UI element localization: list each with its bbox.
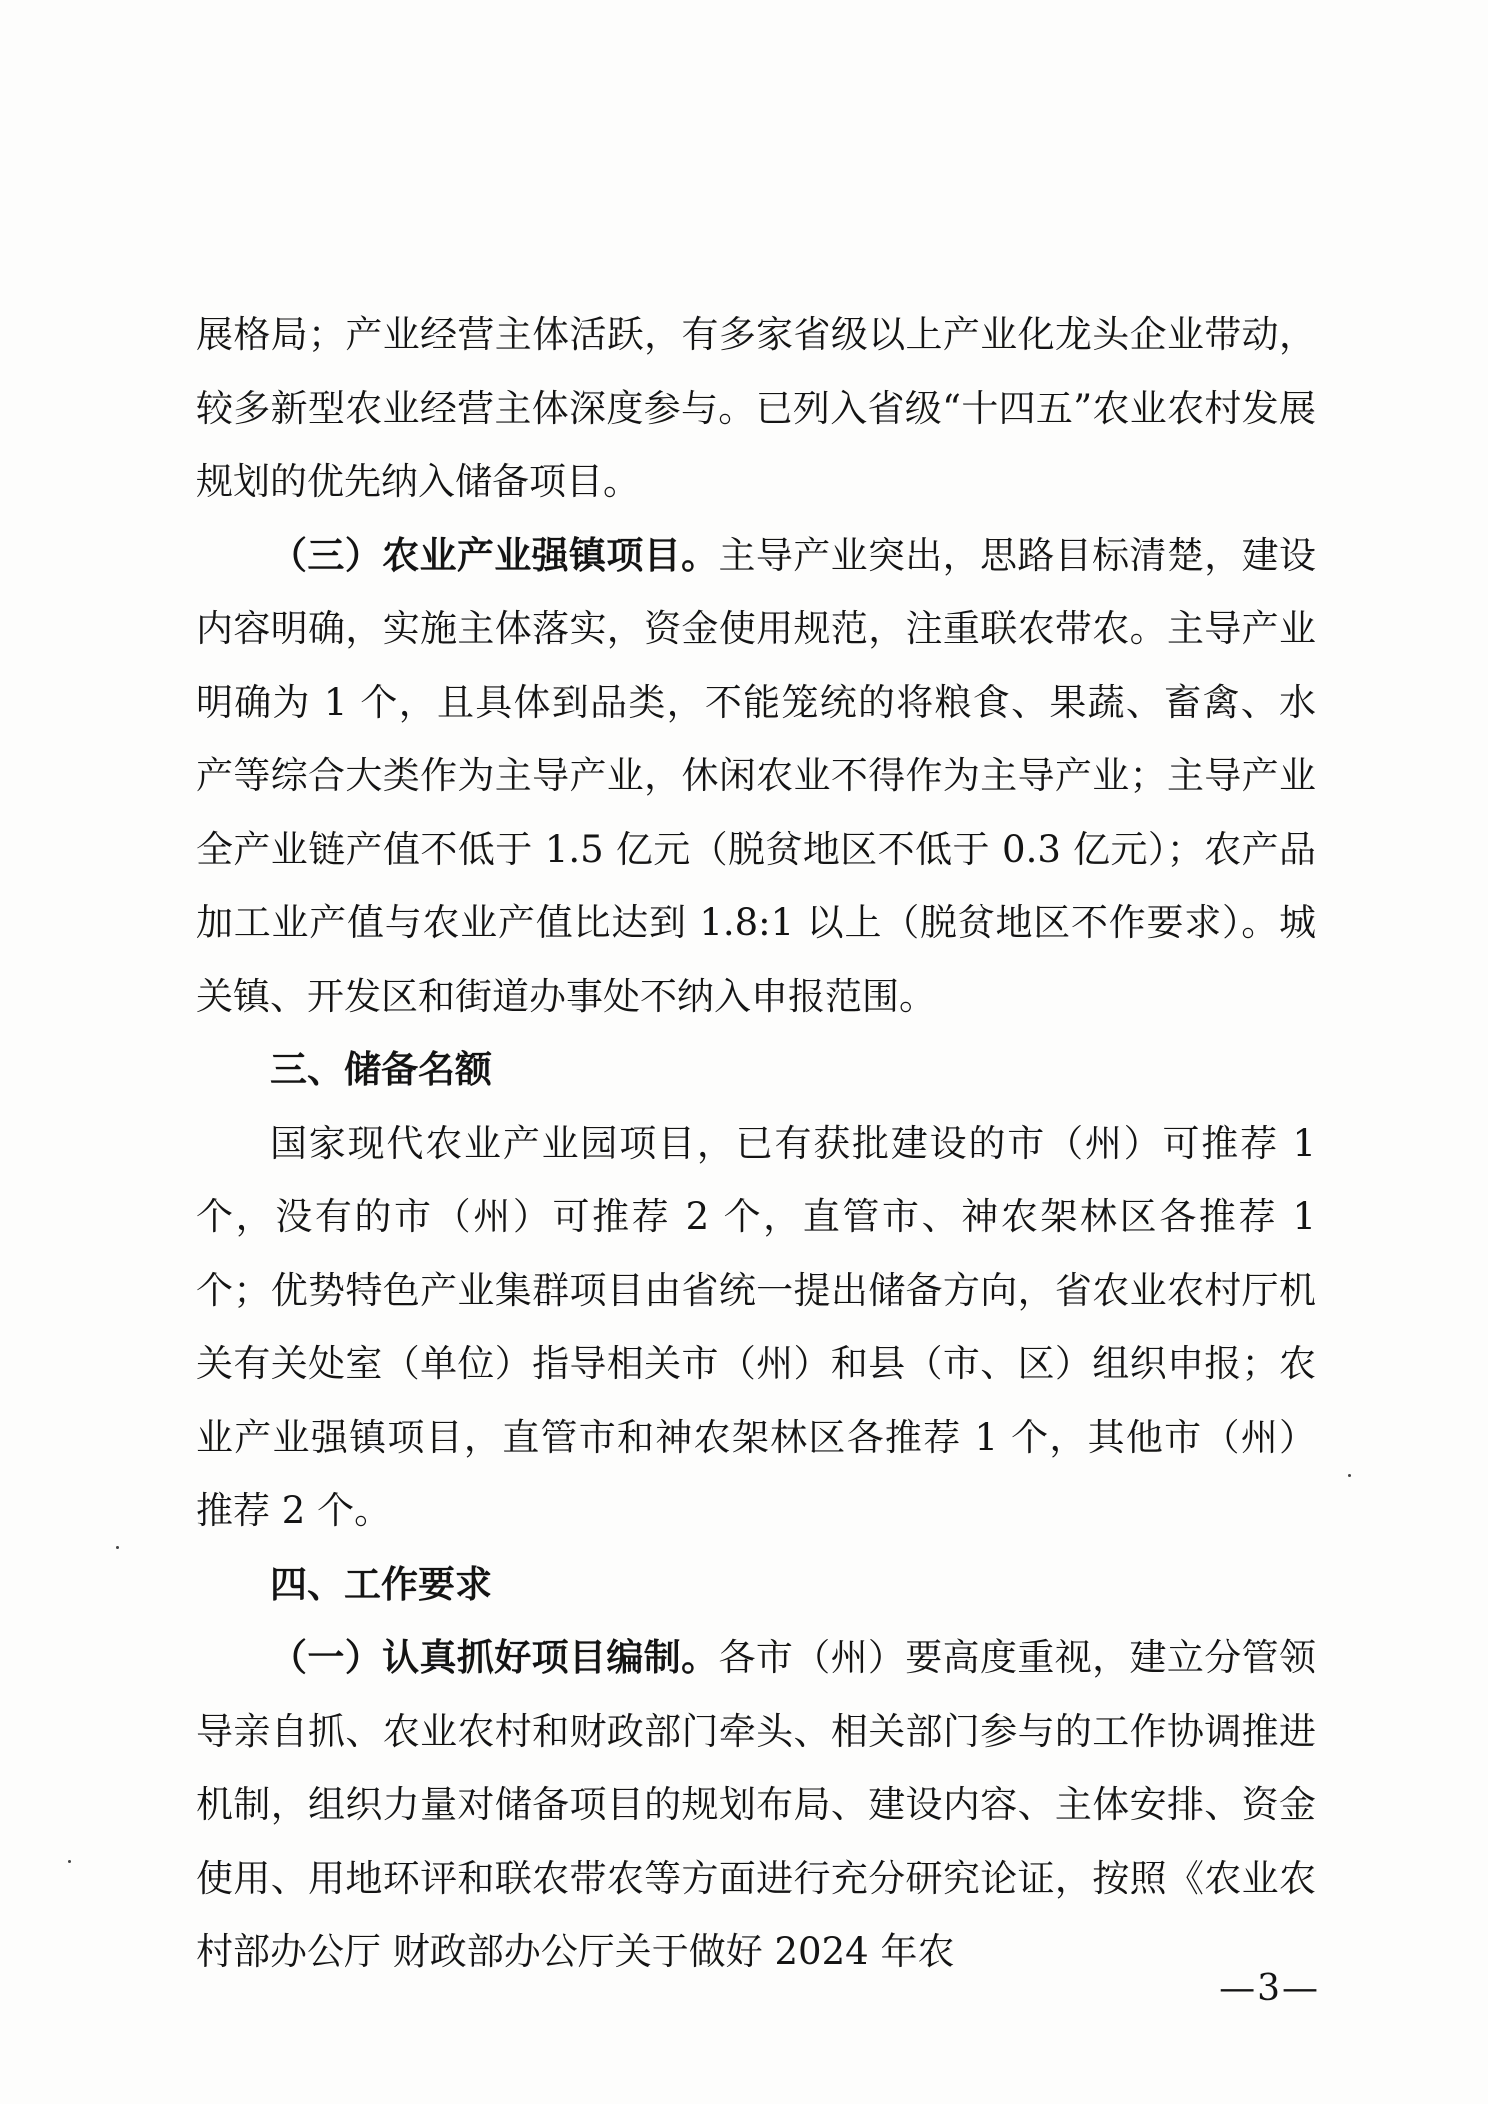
paragraph-3-text: 国家现代农业产业园项目，已有获批建设的市（州）可推荐 1 个，没有的市（州）可推荐 2 个，直管市、神农架林区各推荐 1 个；优势特色产业集群项目由省统一提出储备方向，省农业农村厅机关有关处室（单位）指导相关市（州）和县（市、区）组织申报；农业产业强镇项目，直管市和神农架林区各推荐 1 个，其他市（州）推荐 2 个。 xyxy=(196,1121,1316,1532)
paragraph-2-lead: （三）农业产业强镇项目。 xyxy=(270,533,719,577)
paragraph-1-text: 展格局；产业经营主体活跃，有多家省级以上产业化龙头企业带动，较多新型农业经营主体深度参与。已列入省级“十四五”农业农村发展规划的优先纳入储备项目。 xyxy=(196,313,1316,503)
scan-speck xyxy=(1348,1474,1351,1477)
paragraph-4-text: 各市（州）要高度重视，建立分管领导亲自抓、农业农村和财政部门牵头、相关部门参与的工作协调推进机制，组织力量对储备项目的规划布局、建设内容、主体安排、资金使用、用地环评和联农带农等方面进行充分研究论证，按照《农业农村部办公厅 财政部办公厅关于做好 2024 年农 xyxy=(196,1636,1317,1973)
scan-speck xyxy=(68,1860,71,1863)
document-body xyxy=(196,298,1316,1989)
paragraph-4-lead: （一）认真抓好项目编制。 xyxy=(270,1636,719,1679)
scan-speck xyxy=(116,1546,119,1549)
paragraph-1 xyxy=(196,298,1316,519)
paragraph-2 xyxy=(196,519,1316,1034)
section-heading-quota: 三、储备名额 xyxy=(270,1048,492,1091)
paragraph-2-text: 主导产业突出，思路目标清楚，建设内容明确，实施主体落实，资金使用规范，注重联农带农。主导产业明确为 1 个，且具体到品类，不能笼统的将粮食、果蔬、畜禽、水产等综合大类作为主导产业，休闲农业不得作为主导产业；主导产业全产业链产值不低于 1.5 亿元（脱贫地区不低于 0.3 亿元）；农产品加工业产值与农业产值比达到 1.8:1 以上（脱贫地区不作要求）。城关镇、开发区和街道办事处不纳入申报范围。 xyxy=(196,533,1317,1018)
paragraph-3 xyxy=(196,1107,1316,1548)
page-number: —3— xyxy=(1219,1968,1320,2009)
paragraph-4 xyxy=(196,1621,1316,1989)
section-heading-requirements: 四、工作要求 xyxy=(270,1562,492,1606)
